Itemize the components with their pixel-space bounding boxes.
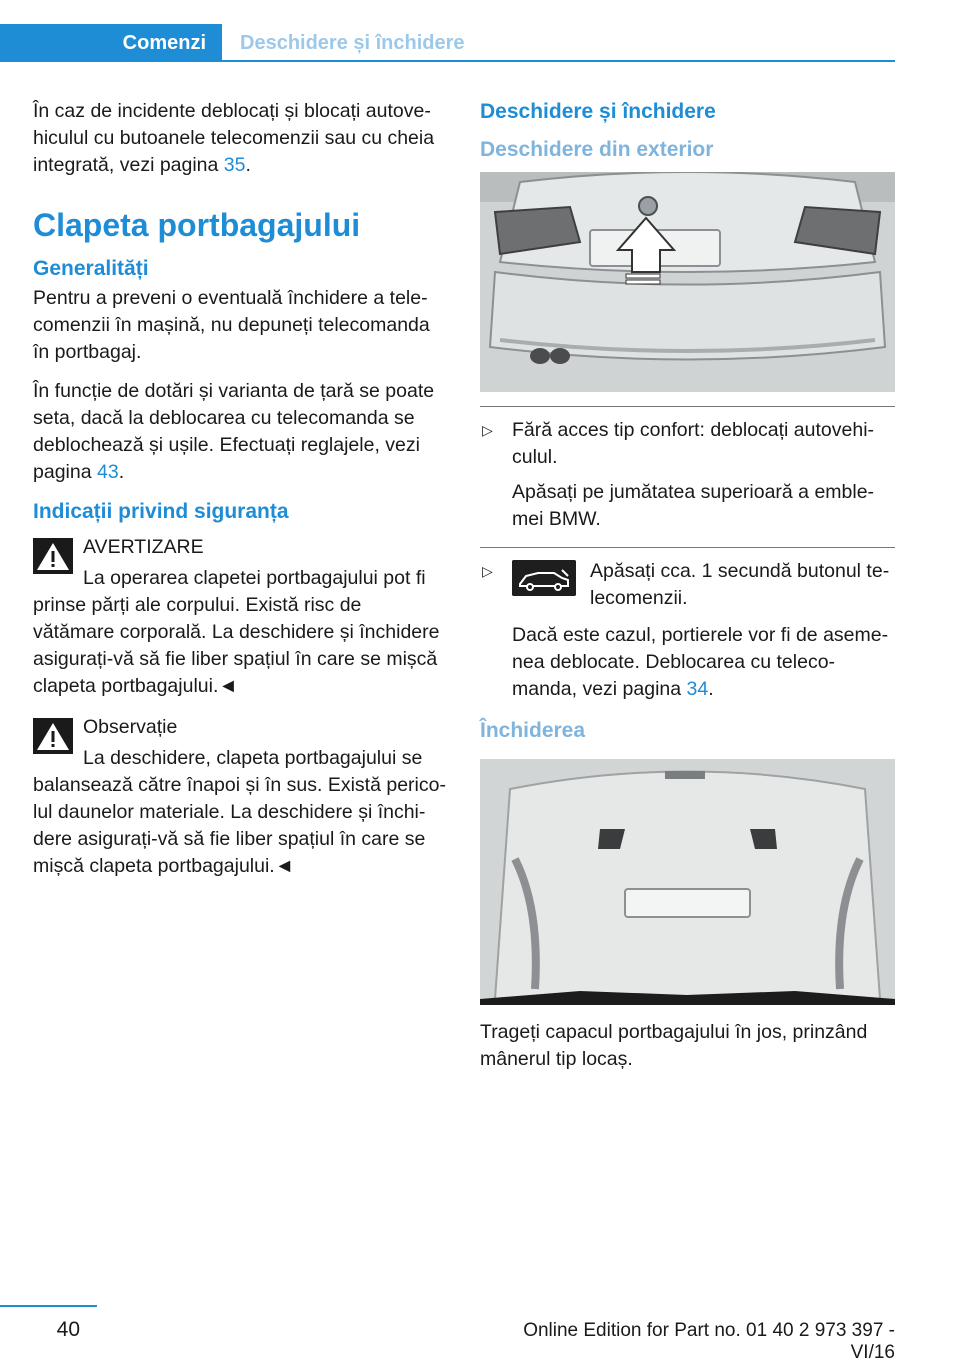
trunk-lid-illustration xyxy=(480,759,895,1005)
step-separator xyxy=(480,547,895,548)
intro-page-link[interactable]: 35 xyxy=(223,154,246,176)
caution-icon xyxy=(33,718,73,754)
warning-block xyxy=(33,534,448,700)
car-rear-illustration xyxy=(480,172,895,392)
warning-title: AVERTIZARE xyxy=(83,536,204,558)
safety-heading: Indicații privind siguranța xyxy=(33,500,289,523)
left-column xyxy=(33,98,448,894)
page-header xyxy=(0,0,960,62)
settings-page-link[interactable]: 43 xyxy=(96,461,119,483)
step-bullet-icon: ▷ xyxy=(482,563,493,579)
step-separator xyxy=(480,406,895,407)
intro-paragraph: În caz de incidente deblocați și blocați autove-hiculul cu butoanele telecomenzii sau cu cheia integrată, vezi pagina 35. xyxy=(33,100,435,176)
closing-text: Trageți capacul portbagajului în jos, prinzând mânerul tip locaș. xyxy=(480,1021,868,1070)
step-1-text-a: Fără acces tip confort: deblocați autovehi-culul. xyxy=(512,419,875,468)
note-block xyxy=(33,714,448,880)
trunk-interior-photo xyxy=(480,759,895,1005)
step-1 xyxy=(480,417,895,533)
page-number: 40 xyxy=(56,1318,80,1341)
trunk-remote-button-icon xyxy=(512,560,576,596)
note-title: Observație xyxy=(83,716,178,738)
edition-text: Online Edition for Part no. 01 40 2 973 397 - VI/16 xyxy=(523,1320,895,1362)
closing-heading: Închiderea xyxy=(480,719,586,742)
warning-icon xyxy=(33,538,73,574)
general-paragraph-1: Pentru a preveni o eventuală închidere a tele-comenzii în mașină, nu depuneți telecomanda în portbagaj. xyxy=(33,287,430,363)
subsection-tab[interactable]: Deschidere și închidere xyxy=(240,32,465,54)
page-title: Clapeta portbagajului xyxy=(33,207,361,243)
general-heading: Generalități xyxy=(33,257,149,280)
footer-rule xyxy=(0,1305,97,1307)
step-2-row xyxy=(512,558,895,614)
step-2 xyxy=(480,558,895,703)
warning-body: La operarea clapetei portbagajului pot fi prinse părți ale corpului. Există risc de vătămare corporală. La deschidere și închidere asigurați-vă să fie liber spațiul în care se mișcă clapeta portbagajului.◄ xyxy=(33,567,440,697)
header-rule xyxy=(222,60,895,62)
step-1-text-b: Apăsați pe jumătatea superioară a emble-mei BMW. xyxy=(512,481,875,530)
section-tab[interactable]: Comenzi xyxy=(0,24,222,62)
remote-page-link[interactable]: 34 xyxy=(686,678,709,700)
step-2-text-a: Apăsați cca. 1 secundă butonul te-lecomenzii. xyxy=(590,560,890,609)
general-paragraph-2: În funcție de dotări și varianta de țară se poate seta, dacă la deblocarea cu telecomanda se deblochează și ușile. Efectuați reglajele, vezi pagina 43. xyxy=(33,380,435,483)
step-2-text-b: Dacă este cazul, portierele vor fi de aseme-nea deblocate. Deblocarea cu teleco-manda, vezi pagina 34. xyxy=(512,624,889,700)
right-column xyxy=(480,98,895,1085)
step-bullet-icon: ▷ xyxy=(482,422,493,438)
trunk-exterior-photo xyxy=(480,172,895,392)
open-exterior-heading: Deschidere din exterior xyxy=(480,138,714,161)
open-close-heading: Deschidere și închidere xyxy=(480,100,716,123)
note-body: La deschidere, clapeta portbagajului se balansează către înapoi și în sus. Există perico-lul daunelor materiale. La deschidere și închi-dere asigurați-vă să fie liber spațiul în care se mișcă clapeta portbagajului.◄ xyxy=(33,747,446,877)
